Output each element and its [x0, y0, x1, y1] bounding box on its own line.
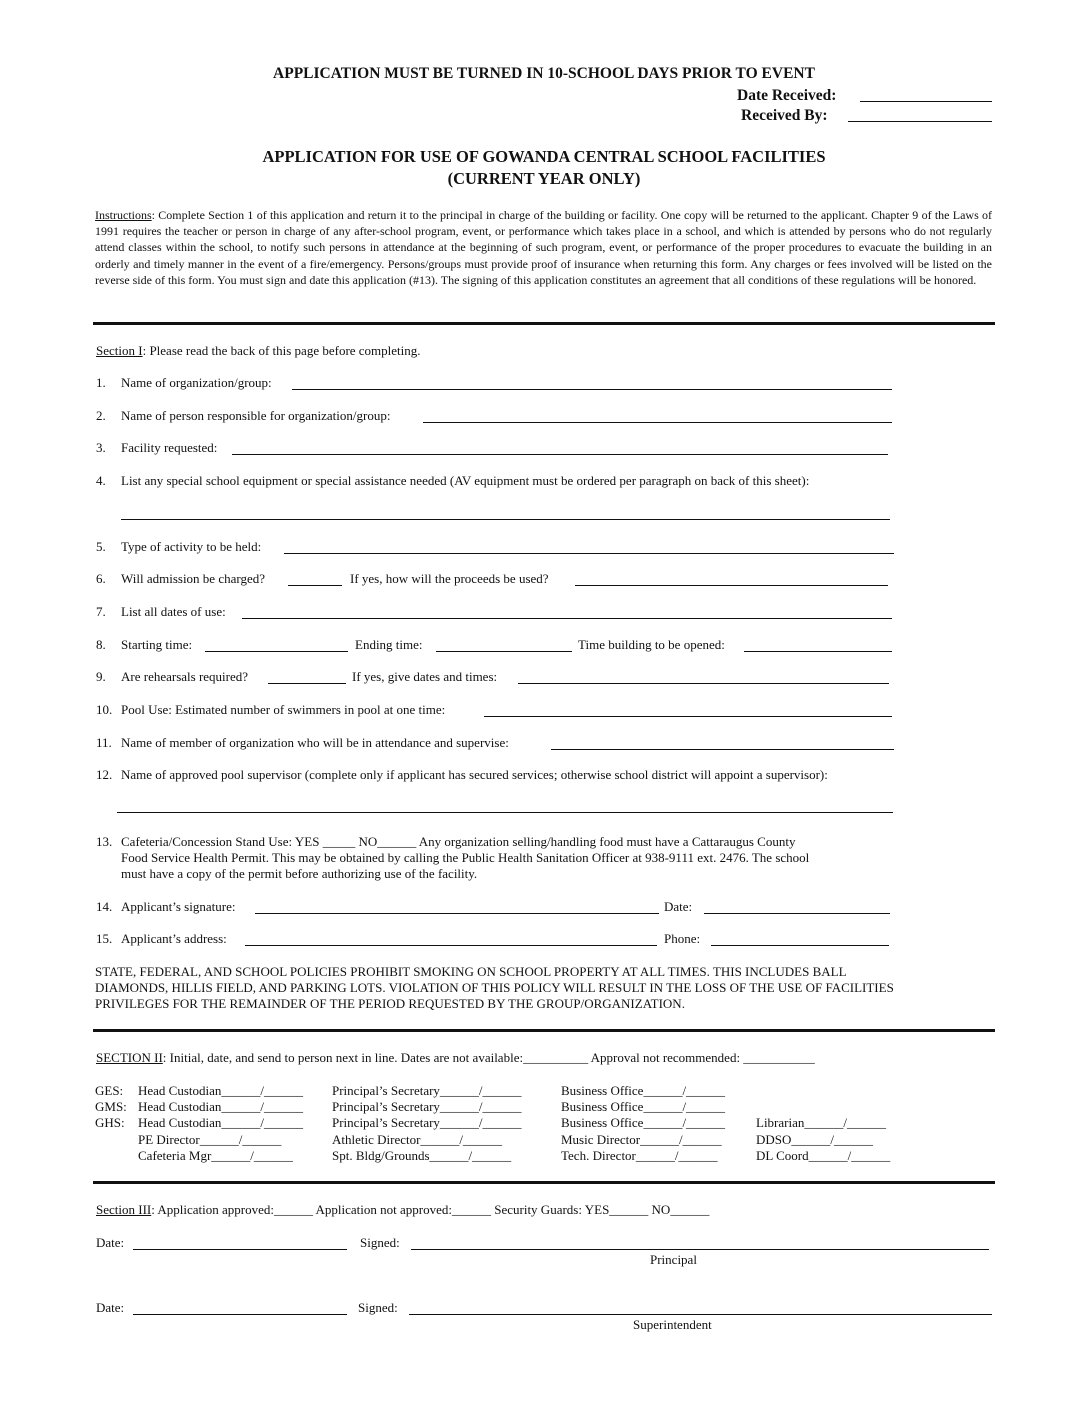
smoking-policy-line3: PRIVILEGES FOR THE REMAINDER OF THE PERIOD REQUESTED BY THE GROUP/ORGANIZATION.	[95, 996, 685, 1011]
superintendent-date-label: Date:	[96, 1300, 125, 1315]
received-by-label: Received By:	[741, 107, 828, 124]
principal-date-field[interactable]	[133, 1249, 347, 1250]
pe-director-initial[interactable]: PE Director______/______	[138, 1132, 282, 1147]
q11-number: 11.	[96, 735, 112, 750]
section3-intro: : Application approved:______ Application not approved:______ Security Guards: YES______ NO______	[151, 1202, 710, 1217]
smoking-policy-line1: STATE, FEDERAL, AND SCHOOL POLICIES PROHIBIT SMOKING ON SCHOOL PROPERTY AT ALL TIMES. THIS INCLUDES BALL	[95, 964, 847, 979]
q12-number: 12.	[96, 767, 113, 782]
activity-type-field[interactable]	[284, 553, 894, 554]
ddso-initial[interactable]: DDSO______/______	[756, 1132, 874, 1147]
q14-date-label: Date:	[664, 899, 693, 914]
principal-date-label: Date:	[96, 1235, 125, 1250]
instructions-label: Instructions	[95, 208, 152, 222]
gms-business-office[interactable]: Business Office______/______	[561, 1099, 726, 1114]
principal-signed-label: Signed:	[360, 1235, 400, 1250]
cafeteria-mgr-initial[interactable]: Cafeteria Mgr______/______	[138, 1148, 293, 1163]
q12-label: Name of approved pool supervisor (complete only if applicant has secured services; otherwise school district will appoint a supervisor):	[121, 767, 828, 782]
ghs-business-office[interactable]: Business Office______/______	[561, 1115, 726, 1130]
received-by-field[interactable]	[848, 121, 992, 122]
ges-business-office[interactable]: Business Office______/______	[561, 1083, 726, 1098]
gms-principal-secretary[interactable]: Principal’s Secretary______/______	[332, 1099, 522, 1114]
form-title: APPLICATION FOR USE OF GOWANDA CENTRAL SCHOOL FACILITIES	[262, 147, 826, 166]
q3-label: Facility requested:	[121, 440, 218, 455]
instructions-text: : Complete Section 1 of this application and return it to the principal in charge of the building or facility. One copy will be returned to the applicant. Chapter 9 of the Laws of 1991 requires the teacher or person in charge of any after-school program, event, or performance which takes place in a school, and which is attended by persons who do not regularly attend classes within the school, to notify such persons in attendance at the beginning of such program, event, or performance of the proper procedures to evacuate the building in an orderly and timely manner in the event of a fire/emergency. Persons/groups must provide proof of insurance when returning this form. Any charges or fees involved will be listed on the reverse side of this form. You must sign and date this application (#13). The signing of this application constitutes an agreement that all conditions of these regulations will be honored.	[95, 208, 992, 287]
ghs-head-custodian[interactable]: Head Custodian______/______	[138, 1115, 304, 1130]
q15-number: 15.	[96, 931, 113, 946]
building-open-time-field[interactable]	[744, 651, 892, 652]
q11-label: Name of member of organization who will be in attendance and supervise:	[121, 735, 509, 750]
ges-head-custodian[interactable]: Head Custodian______/______	[138, 1083, 304, 1098]
q13-line3: must have a copy of the permit before authorizing use of the facility.	[121, 866, 478, 881]
section-divider	[93, 322, 995, 325]
instructions-paragraph	[95, 207, 992, 288]
ghs-principal-secretary[interactable]: Principal’s Secretary______/______	[332, 1115, 522, 1130]
principal-caption: Principal	[650, 1252, 697, 1267]
q1-label: Name of organization/group:	[121, 375, 272, 390]
q14-label: Applicant’s signature:	[121, 899, 236, 914]
gms-head-custodian[interactable]: Head Custodian______/______	[138, 1099, 304, 1114]
q5-number: 5.	[96, 539, 106, 554]
q13-number: 13.	[96, 834, 113, 849]
section3-heading	[96, 1202, 709, 1218]
ghs-prefix: GHS:	[95, 1115, 125, 1130]
q8-label-end: Ending time:	[355, 637, 423, 652]
deadline-notice: APPLICATION MUST BE TURNED IN 10-SCHOOL DAYS PRIOR TO EVENT	[273, 65, 815, 82]
dl-coord-initial[interactable]: DL Coord______/______	[756, 1148, 891, 1163]
proceeds-use-field[interactable]	[575, 585, 888, 586]
applicant-signature-field[interactable]	[255, 913, 659, 914]
q6-label: Will admission be charged?	[121, 571, 266, 586]
rehearsal-dates-field[interactable]	[518, 683, 889, 684]
q3-number: 3.	[96, 440, 106, 455]
q14-number: 14.	[96, 899, 113, 914]
q9-label-dates: If yes, give dates and times:	[352, 669, 498, 684]
supervisor-member-field[interactable]	[551, 749, 894, 750]
q6-label-proceeds: If yes, how will the proceeds be used?	[350, 571, 549, 586]
superintendent-date-field[interactable]	[133, 1314, 347, 1315]
q15-label: Applicant’s address:	[121, 931, 227, 946]
pool-supervisor-field[interactable]	[117, 812, 893, 813]
tech-director-initial[interactable]: Tech. Director______/______	[561, 1148, 718, 1163]
section1-heading	[96, 343, 421, 359]
q4-number: 4.	[96, 473, 106, 488]
q9-label: Are rehearsals required?	[121, 669, 249, 684]
q6-number: 6.	[96, 571, 106, 586]
section-divider	[93, 1029, 995, 1032]
section2-heading	[96, 1050, 815, 1066]
smoking-policy-line2: DIAMONDS, HILLIS FIELD, AND PARKING LOTS. VIOLATION OF THIS POLICY WILL RESULT IN THE LOSS OF THE USE OF FACILITIES	[95, 980, 894, 995]
q7-number: 7.	[96, 604, 106, 619]
q2-number: 2.	[96, 408, 106, 423]
superintendent-signature-field[interactable]	[409, 1314, 992, 1315]
section1-label: Section I	[96, 343, 143, 358]
gms-prefix: GMS:	[95, 1099, 127, 1114]
q10-label: Pool Use: Estimated number of swimmers in pool at one time:	[121, 702, 446, 717]
section1-intro: : Please read the back of this page before completing.	[142, 343, 421, 358]
q13-line2: Food Service Health Permit. This may be obtained by calling the Public Health Sanitation Officer at 938-9111 ext. 2476. The school	[121, 850, 810, 865]
q8-number: 8.	[96, 637, 106, 652]
athletic-director-initial[interactable]: Athletic Director______/______	[332, 1132, 503, 1147]
date-received-field[interactable]	[860, 101, 992, 102]
section2-label: SECTION II	[96, 1050, 163, 1065]
responsible-person-field[interactable]	[423, 422, 892, 423]
music-director-initial[interactable]: Music Director______/______	[561, 1132, 722, 1147]
librarian-initial[interactable]: Librarian______/______	[756, 1115, 886, 1130]
q8-label-open: Time building to be opened:	[578, 637, 725, 652]
principal-signature-field[interactable]	[411, 1249, 989, 1250]
ges-principal-secretary[interactable]: Principal’s Secretary______/______	[332, 1083, 522, 1098]
dates-of-use-field[interactable]	[242, 618, 892, 619]
q2-label: Name of person responsible for organization/group:	[121, 408, 391, 423]
q5-label: Type of activity to be held:	[121, 539, 262, 554]
superintendent-caption: Superintendent	[633, 1317, 712, 1332]
q7-label: List all dates of use:	[121, 604, 226, 619]
rehearsals-required-field[interactable]	[268, 683, 346, 684]
q15-phone-label: Phone:	[664, 931, 701, 946]
form-subtitle: (CURRENT YEAR ONLY)	[447, 169, 641, 188]
spt-bldg-grounds-initial[interactable]: Spt. Bldg/Grounds______/______	[332, 1148, 512, 1163]
q13-line1: Cafeteria/Concession Stand Use: YES _____ NO______ Any organization selling/handling food must have a Cattaraugus County	[121, 834, 796, 849]
ending-time-field[interactable]	[436, 651, 572, 652]
facility-requested-field[interactable]	[232, 454, 888, 455]
date-received-label: Date Received:	[737, 87, 837, 104]
q9-number: 9.	[96, 669, 106, 684]
superintendent-signed-label: Signed:	[358, 1300, 398, 1315]
special-equipment-field[interactable]	[121, 519, 890, 520]
section-divider	[93, 1181, 995, 1184]
applicant-phone-field[interactable]	[711, 945, 889, 946]
q1-number: 1.	[96, 375, 106, 390]
q4-label: List any special school equipment or special assistance needed (AV equipment must be ordered per paragraph on back of this sheet):	[121, 473, 810, 488]
q10-number: 10.	[96, 702, 113, 717]
ges-prefix: GES:	[95, 1083, 124, 1098]
starting-time-field[interactable]	[205, 651, 348, 652]
swimmers-count-field[interactable]	[484, 716, 892, 717]
applicant-address-field[interactable]	[245, 945, 657, 946]
section3-label: Section III	[96, 1202, 152, 1217]
organization-name-field[interactable]	[292, 389, 892, 390]
admission-charged-field[interactable]	[288, 585, 342, 586]
q8-label-start: Starting time:	[121, 637, 193, 652]
applicant-date-field[interactable]	[704, 913, 890, 914]
section2-intro: : Initial, date, and send to person next in line. Dates are not available:__________ Approval not recommended: ___________	[162, 1050, 815, 1065]
